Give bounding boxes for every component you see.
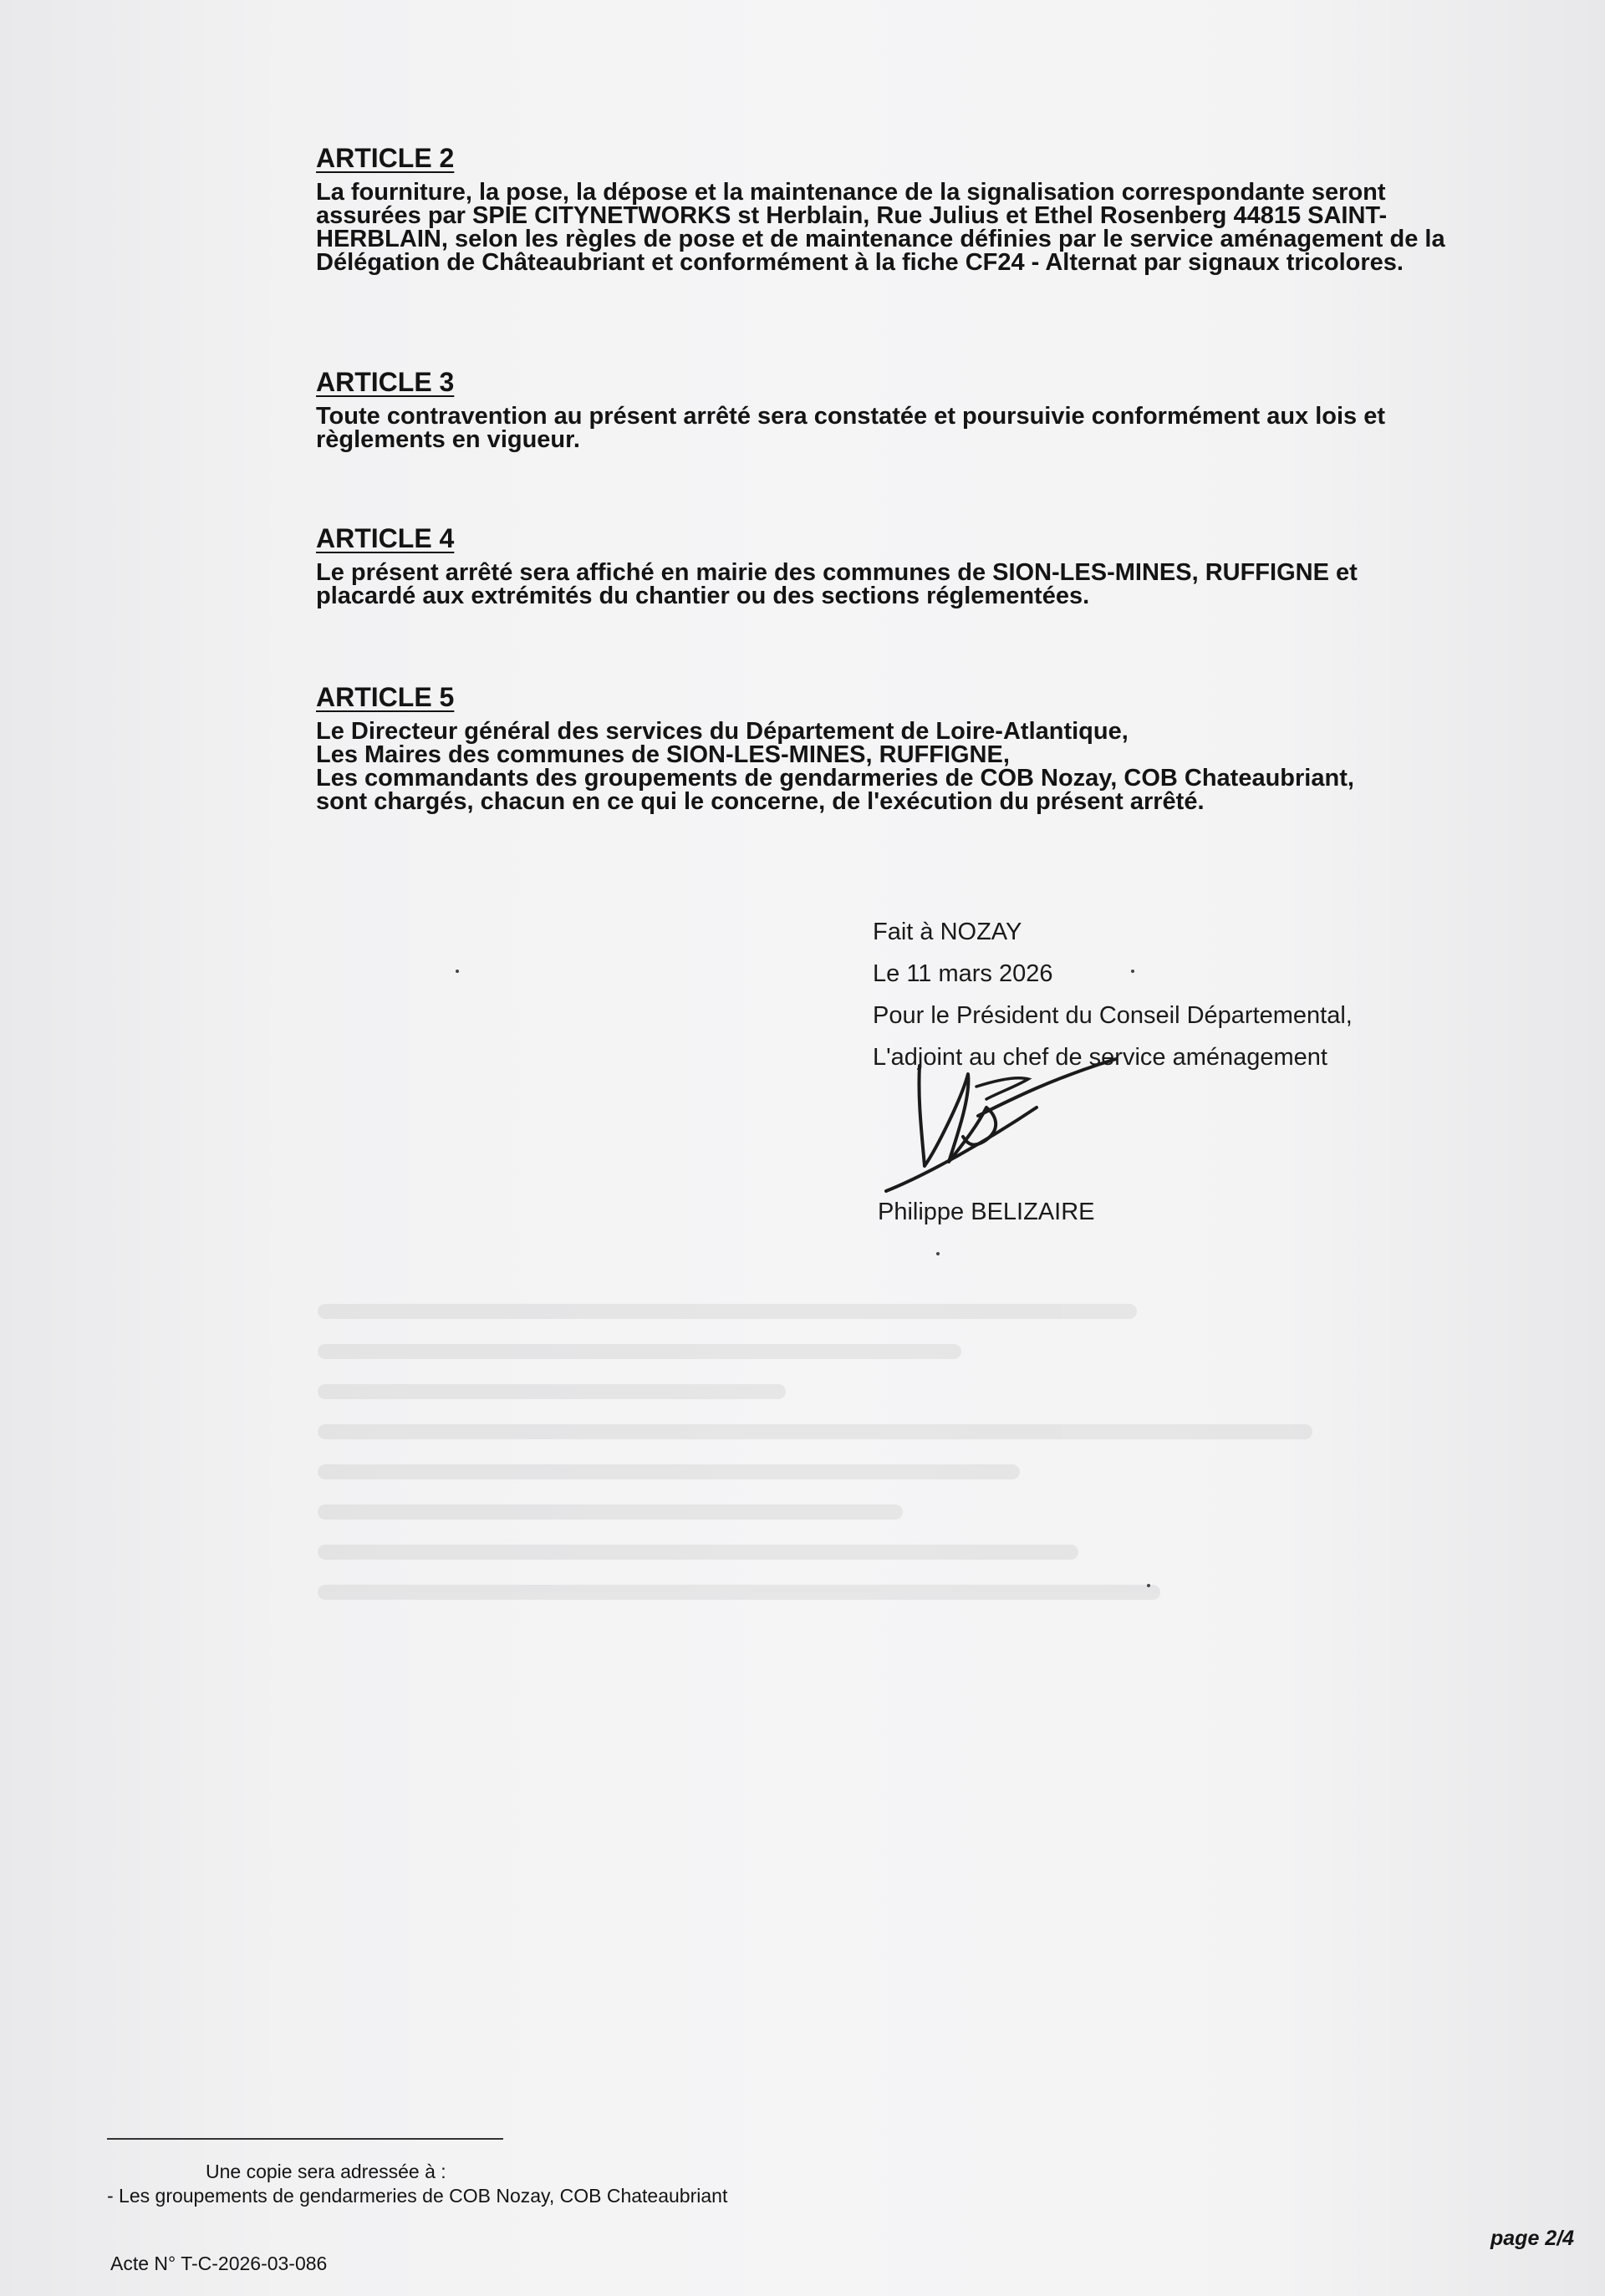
article-line: Délégation de Châteaubriant et conformément à la fiche CF24 - Alternat par signaux tricolores. bbox=[316, 249, 1404, 276]
footnote-divider bbox=[107, 2138, 503, 2140]
paper-speck bbox=[1131, 970, 1134, 973]
closing-place: Fait à NOZAY bbox=[873, 919, 1022, 945]
article-2 bbox=[316, 142, 1536, 274]
article-line: Le présent arrêté sera affiché en mairie des communes de SION-LES-MINES, RUFFIGNE et bbox=[316, 559, 1358, 586]
article-line: La fourniture, la pose, la dépose et la maintenance de la signalisation correspondante seront bbox=[316, 179, 1386, 206]
article-line: Le Directeur général des services du Département de Loire-Atlantique, bbox=[316, 718, 1129, 745]
article-line: Toute contravention au présent arrêté sera constatée et poursuivie conformément aux lois et bbox=[316, 403, 1386, 430]
closing-on-behalf: Pour le Président du Conseil Départemental, bbox=[873, 1002, 1353, 1029]
article-heading: ARTICLE 3 bbox=[316, 367, 455, 397]
article-body bbox=[316, 561, 1536, 608]
article-line: règlements en vigueur. bbox=[316, 426, 580, 453]
article-heading: ARTICLE 4 bbox=[316, 523, 455, 553]
article-line: sont chargés, chacun en ce qui le concerne, de l'exécution du présent arrêté. bbox=[316, 788, 1205, 815]
article-heading: ARTICLE 5 bbox=[316, 682, 455, 712]
article-line: HERBLAIN, selon les règles de pose et de maintenance définies par le service aménagement de la bbox=[316, 226, 1445, 252]
article-body bbox=[316, 405, 1536, 451]
article-body bbox=[316, 181, 1536, 274]
article-line: placardé aux extrémités du chantier ou des sections réglementées. bbox=[316, 583, 1090, 609]
article-body bbox=[316, 720, 1536, 813]
paper-speck bbox=[1147, 1584, 1150, 1587]
paper-speck bbox=[936, 1252, 940, 1255]
closing-role: L'adjoint au chef de service aménagement bbox=[873, 1044, 1327, 1071]
article-3 bbox=[316, 366, 1536, 451]
article-line: Les commandants des groupements de gendarmeries de COB Nozay, COB Chateaubriant, bbox=[316, 765, 1354, 792]
page-number: page 2/4 bbox=[1490, 2227, 1575, 2250]
article-heading: ARTICLE 2 bbox=[316, 143, 455, 173]
acte-number: Acte N° T-C-2026-03-086 bbox=[110, 2253, 328, 2274]
closing-date: Le 11 mars 2026 bbox=[873, 960, 1053, 987]
paper-speck bbox=[456, 970, 459, 973]
copy-label: Une copie sera adressée à : bbox=[206, 2161, 446, 2182]
handwritten-signature bbox=[869, 1049, 1120, 1199]
signer-name: Philippe BELIZAIRE bbox=[878, 1199, 1095, 1225]
article-line: assurées par SPIE CITYNETWORKS st Herblain, Rue Julius et Ethel Rosenberg 44815 SAINT- bbox=[316, 202, 1388, 229]
article-5 bbox=[316, 681, 1536, 813]
article-4 bbox=[316, 522, 1536, 608]
bleed-through-text bbox=[318, 1304, 1488, 1697]
copy-recipient: - Les groupements de gendarmeries de COB Nozay, COB Chateaubriant bbox=[107, 2185, 728, 2207]
article-line: Les Maires des communes de SION-LES-MINES, RUFFIGNE, bbox=[316, 741, 1010, 768]
